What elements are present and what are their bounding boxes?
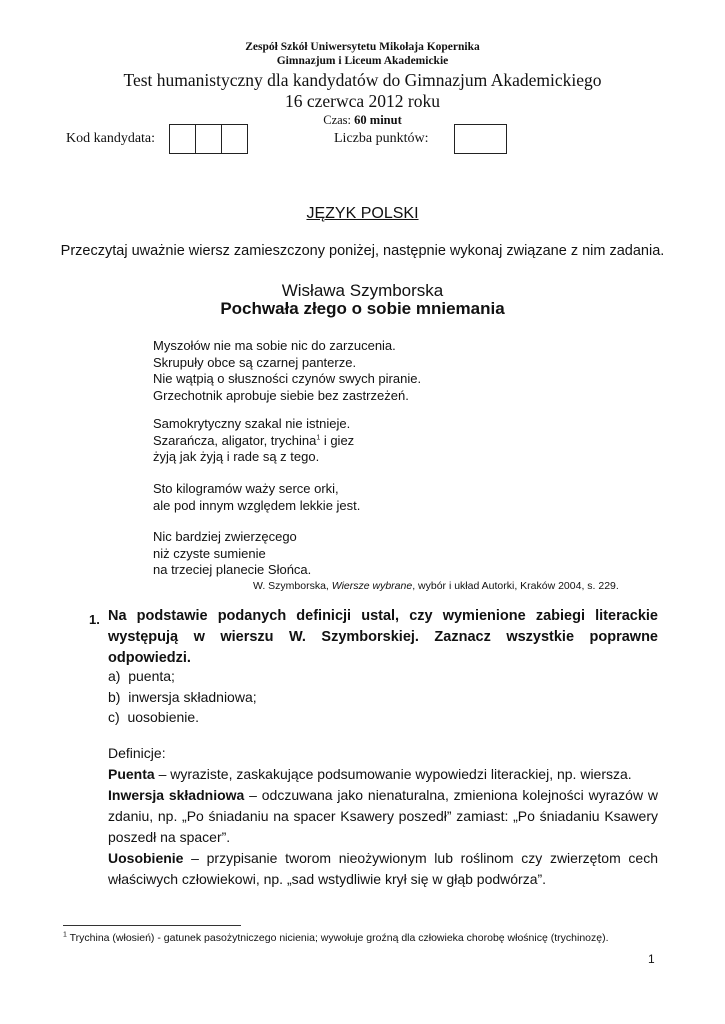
page-number: 1 (648, 952, 655, 966)
poem-source (253, 580, 619, 592)
poem-line-text: i giez (320, 432, 355, 448)
poem-line: Sto kilogramów waży serce orki, (153, 481, 339, 496)
def-term: Uosobienie (108, 850, 184, 866)
poem-line: Samokrytyczny szakal nie istnieje. (153, 416, 351, 431)
answer-options (108, 666, 257, 728)
candidate-code-box-2[interactable] (195, 124, 222, 154)
poem-line-text: Szarańcza, aligator, trychina (153, 432, 317, 448)
def-text: – wyraziste, zaskakujące podsumowanie wypowiedzi literackiej, np. wiersza. (154, 766, 632, 782)
definitions-label: Definicje: (108, 745, 166, 761)
footnote-divider (63, 925, 241, 926)
option-c[interactable]: c) uosobienie. (108, 709, 200, 725)
source-details: , wybór i układ Autorki, Kraków 2004, s. 229. (412, 580, 619, 592)
question-text: Na podstawie podanych definicji ustal, czy wymienione zabiegi literackie występują w wierszu W. Szymborskiej. Zaznacz wszystkie poprawne odpowiedzi. (108, 608, 658, 666)
poem-stanza-3 (153, 481, 360, 514)
def-text: – odczuwana jako nienaturalna, zmieniona kolejności wyrazów w zdaniu, np. „Po śniadaniu na spacer Ksawery poszedł” zamiast: „Po śniadaniu Ksawery poszedł na spacer”. (108, 787, 659, 845)
school-subtitle: Gimnazjum i Liceum Akademickie (276, 55, 449, 67)
candidate-code-box-3[interactable] (221, 124, 248, 154)
school-name: Zespół Szkół Uniwersytetu Mikołaja Kopernika (245, 41, 480, 53)
time-label: Czas: (323, 113, 352, 127)
definition-puenta (108, 764, 658, 785)
question-number: 1. (89, 612, 100, 627)
footnote-mark: 1 (63, 931, 67, 939)
source-author: W. Szymborska, (253, 580, 332, 592)
option-a[interactable]: a) puenta; (108, 668, 175, 684)
poem-line: na trzeciej planecie Słońca. (153, 562, 312, 577)
def-term: Inwersja składniowa (108, 787, 245, 803)
definitions (108, 743, 658, 890)
poem-stanza-4 (153, 529, 311, 579)
poem-title: Pochwała złego o sobie mniemania (220, 299, 505, 318)
source-book: Wiersze wybrane (331, 580, 413, 592)
definition-uosobienie (108, 848, 658, 890)
poem-author: Wisława Szymborska (281, 281, 444, 300)
poem-line: Skrupuły obce są czarnej panterze. (153, 354, 357, 370)
candidate-code-box-1[interactable] (169, 124, 196, 154)
points-label: Liczba punktów: (334, 131, 429, 146)
test-date: 16 czerwca 2012 roku (284, 91, 440, 111)
poem-line: Nic bardziej zwierzęcego (153, 529, 297, 544)
poem-line: niż czyste sumienie (153, 545, 266, 561)
time-value: 60 minut (354, 113, 402, 127)
poem-line: ale pod innym względem lekkie jest. (153, 497, 361, 513)
poem-stanza-2 (153, 416, 354, 466)
def-text: – przypisanie tworom nieożywionym lub roślinom czy zwierzętom cech właściwych człowiekowi, np. „sad wstydliwie krył się w głąb podwórza”. (108, 850, 658, 887)
candidate-code-label: Kod kandydata: (66, 131, 156, 146)
poem-line (153, 433, 354, 450)
def-term: Puenta (108, 766, 155, 782)
poem-line: Grzechotnik aprobuje siebie bez zastrzeżeń. (153, 387, 409, 403)
points-box[interactable] (454, 124, 507, 154)
footnote-text: Trychina (włosień) - gatunek pasożytniczego nicienia; wywołuje groźną dla człowieka chorobę włośnicę (trychinozę). (66, 932, 609, 944)
test-title: Test humanistyczny dla kandydatów do Gimnazjum Akademickiego (123, 70, 602, 90)
definition-inwersja (108, 785, 658, 848)
poem-line: Nie wątpią o słuszności czynów swych piranie. (153, 371, 422, 386)
footnote (63, 932, 609, 944)
poem-stanza-1 (153, 338, 421, 404)
poem-line: Myszołów nie ma sobie nic do zarzucenia. (153, 338, 396, 353)
poem-line: żyją jak żyją i rade są z tego. (153, 449, 320, 464)
time-info (0, 113, 725, 128)
option-b[interactable]: b) inwersja składniowa; (108, 688, 257, 705)
section-title: JĘZYK POLSKI (306, 205, 419, 222)
intro-text: Przeczytaj uważnie wiersz zamieszczony poniżej, następnie wykonaj związane z nim zadania. (60, 243, 665, 259)
footnote-ref[interactable]: 1 (316, 434, 321, 442)
